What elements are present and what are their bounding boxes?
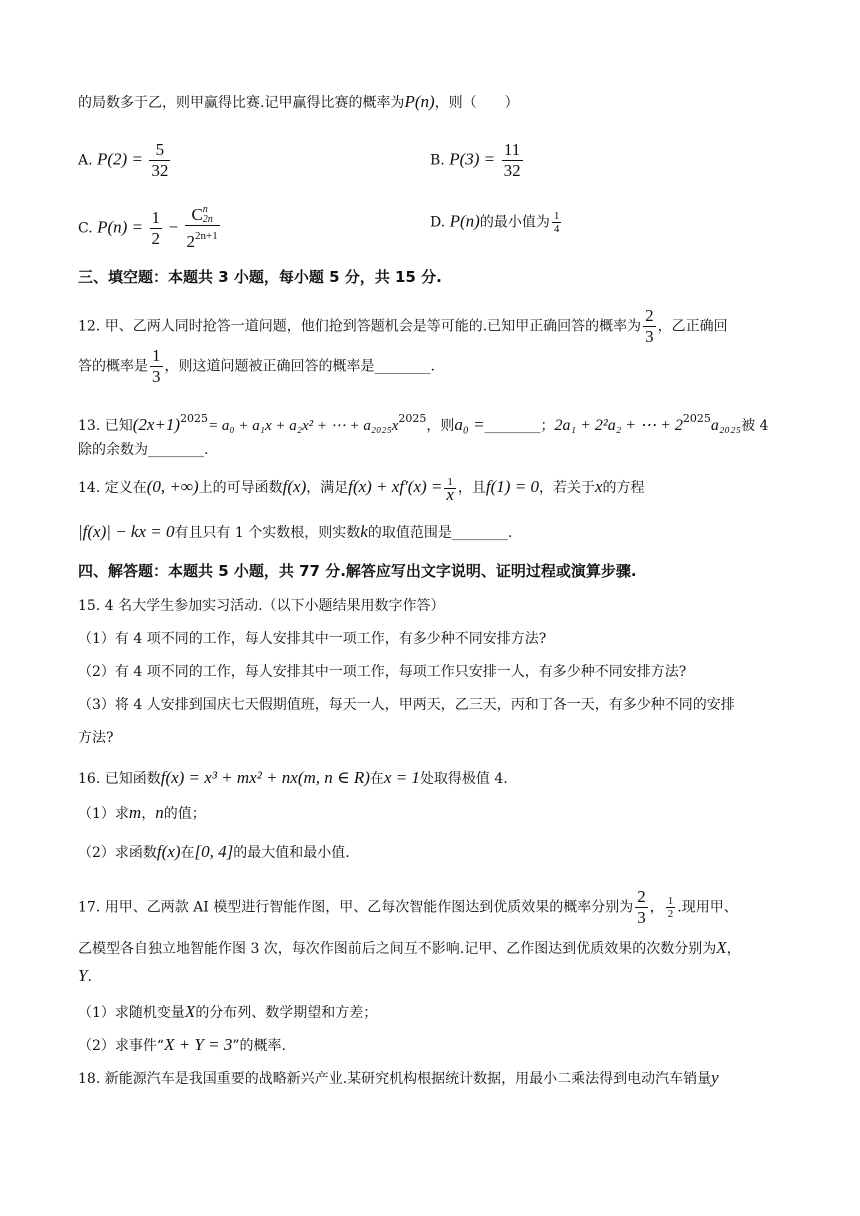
q11-after: ，则（ ）	[434, 95, 519, 111]
opt-b-frac	[502, 140, 523, 181]
q14-cond: f(x) + xf′(x) =	[348, 477, 443, 496]
q17-frac1	[635, 887, 648, 928]
q13-then: ，则	[426, 418, 455, 434]
q14-t1: 上的可导函数	[198, 480, 283, 496]
q14-line2	[78, 518, 788, 546]
q17-line3	[78, 966, 788, 987]
opt-d-frac	[552, 210, 562, 235]
opt-c-label: C.	[78, 220, 93, 237]
q11-option-a	[78, 140, 172, 181]
q11-option-d	[430, 210, 563, 235]
den: 32	[503, 161, 521, 180]
comb-sub: 2n	[202, 214, 213, 225]
q11-option-c	[78, 205, 222, 252]
q17-text2-end: ，	[726, 941, 741, 957]
q13-sum-exp: 2025	[682, 412, 711, 425]
q13-rhs-exp: 2025	[398, 412, 427, 425]
opt-d-label: D.	[430, 214, 446, 231]
q16-prefix: 16. 已知函数	[78, 771, 161, 787]
q13-base: (2x+1)	[132, 415, 181, 434]
q12-line2	[78, 346, 788, 386]
q17-text2: 乙模型各自独立地智能作图 3 次，每次作图前后之间互不影响.记甲、乙作图达到优质效果的次数分别为	[78, 941, 717, 957]
q18-text1: 18. 新能源汽车是我国重要的战略新兴产业.某研究机构根据统计数据，用最小二乘法得到电动汽车销量	[78, 1071, 712, 1087]
q11-option-b	[430, 140, 525, 181]
q12-text1-end: ，乙正确回	[657, 318, 728, 335]
q17-p2-tail: ”的概率.	[232, 1038, 286, 1054]
q16-p2-mid: 在	[180, 845, 195, 861]
q16-func: f(x) = x³ + mx² + nx(m, n ∈ R)	[160, 768, 370, 787]
den: 4	[553, 223, 560, 235]
den: 3	[152, 367, 161, 386]
q17-part2	[78, 1035, 788, 1056]
q17-p1-pre: （1）求随机变量	[78, 1005, 185, 1021]
opt-c-frac	[185, 205, 220, 252]
num: 5	[155, 140, 165, 159]
q14-line1	[78, 470, 788, 504]
q16-n: n	[155, 803, 164, 822]
opt-c-lhs: P(n) =	[97, 217, 144, 237]
opt-b-lhs: P(3) =	[449, 149, 496, 169]
den: 3	[637, 908, 646, 927]
den: 3	[645, 327, 654, 346]
q16-tail: 处取得极值 4.	[419, 771, 508, 787]
q14-t3: ，且	[457, 480, 486, 496]
q16-p1-tail: 的值；	[163, 806, 206, 822]
num: 1	[447, 475, 453, 488]
q14-t2: ，满足	[306, 480, 349, 496]
q14-fx: f(x)	[282, 477, 307, 496]
q18-line1	[78, 1068, 788, 1089]
section-4-heading: 四、解答题：本题共 5 小题，共 77 分.解答应写出文字说明、证明过程或演算步骤.	[78, 562, 637, 580]
q17-line2	[78, 935, 788, 961]
comb-idx	[203, 205, 213, 225]
q13-line2: 除的余数为________.	[78, 442, 209, 458]
q16-m: m	[128, 803, 142, 822]
q12-text2-end: ，则这道问题被正确回答的概率是________.	[164, 358, 435, 375]
q13-sum: 2a₁ + 2²a₂ + ⋯ + 2	[554, 417, 683, 434]
q16-p2-fx: f(x)	[156, 842, 181, 861]
q15-part3b: 方法?	[78, 730, 114, 746]
den-exp: 2n+1	[195, 230, 218, 242]
q17-text1-end: .现用甲、	[677, 899, 738, 916]
q17-p1-tail: 的分布列、数学期望和方差；	[195, 1005, 378, 1021]
q14-x: x	[594, 477, 603, 496]
opt-c-half	[150, 208, 163, 249]
q16-mid: 在	[369, 771, 384, 787]
q13-tail: 被 4	[741, 418, 769, 434]
opt-a-lhs: P(2) =	[97, 149, 143, 169]
q14-prefix: 14. 定义在	[78, 480, 147, 496]
q13-line1	[78, 405, 788, 433]
q17-line1	[78, 887, 788, 927]
q17-sep: ，	[649, 899, 664, 916]
q17-text3-end: .	[87, 969, 92, 985]
den-base: 2	[186, 232, 196, 251]
q14-k: k	[360, 522, 368, 541]
num: 1	[553, 210, 560, 222]
q16-p2-pre: （2）求函数	[78, 845, 157, 861]
q14-frac	[444, 475, 456, 504]
q14-domain: (0, +∞)	[146, 477, 199, 496]
q14-f1: f(1) = 0	[485, 477, 539, 496]
den: 2	[667, 908, 674, 920]
q17-y: Y	[78, 966, 88, 985]
q17-p2-expr: X + Y = 3	[164, 1035, 233, 1054]
q12-line1	[78, 306, 788, 346]
num: 1	[152, 346, 161, 365]
q18-y: y	[711, 1068, 719, 1087]
comb	[185, 205, 220, 225]
q15-part3a: （3）将 4 人安排到国庆七天假期值班，每天一人，甲两天，乙三天，丙和丁各一天，有多少种不同的安排	[78, 697, 735, 713]
q17-part1	[78, 1002, 788, 1023]
den: 32	[151, 161, 169, 180]
q14-t6: 有且只有 1 个实数根，则实数	[174, 525, 361, 541]
section-3-heading: 三、填空题：本题共 3 小题，每小题 5 分，共 15 分.	[78, 268, 442, 286]
q16-sep: ，	[141, 806, 156, 822]
num: 2	[645, 306, 654, 325]
q13-exp: 2025	[180, 412, 209, 425]
q13-sum-tail: a₂₀₂₅	[710, 417, 742, 434]
q15-part1: （1）有 4 项不同的工作，每人安排其中一项工作，有多少种不同安排方法?	[78, 631, 547, 647]
q16-part1	[78, 803, 788, 824]
opt-a-label: A.	[78, 152, 93, 169]
q16-stem	[78, 764, 788, 792]
den: x	[446, 484, 454, 504]
q17-text1: 17. 用甲、乙两款 AI 模型进行智能作图，甲、乙每次智能作图达到优质效果的概率分别为	[78, 899, 634, 916]
num: 1	[667, 895, 674, 907]
comb-den	[185, 225, 220, 252]
q13-rhs: = a₀ + a₁x + a₂x² + ⋯ + a₂₀₂₅x	[208, 418, 399, 434]
q12-frac2	[150, 346, 163, 387]
q14-eq: |f(x)| − kx = 0	[78, 522, 175, 541]
q15-part2: （2）有 4 项不同的工作，每人安排其中一项工作，每项工作只安排一人，有多少种不同安排方法?	[78, 664, 687, 680]
q16-p2-int: [0, 4]	[194, 842, 234, 861]
q11-pn: P(n)	[404, 92, 435, 111]
q17-x: X	[716, 938, 727, 957]
q16-part2	[78, 838, 788, 866]
q11-stem-tail	[78, 92, 788, 113]
comb-sup: n	[202, 204, 208, 215]
opt-b-label: B.	[430, 152, 445, 169]
comb-c: C	[191, 205, 203, 224]
q13-a0: a₀ =	[454, 415, 485, 434]
opt-d-text: 的最小值为	[479, 214, 550, 231]
num: 2	[637, 887, 646, 906]
q12-text1: 12. 甲、乙两人同时抢答一道问题，他们抢到答题机会是等可能的.已知甲正确回答的概率为	[78, 318, 642, 335]
q12-text2: 答的概率是	[78, 358, 148, 375]
q13-semi: ；	[540, 418, 555, 434]
q14-t5: 的方程	[602, 480, 645, 496]
num: 1	[151, 208, 161, 227]
opt-d-pn: P(n)	[449, 211, 480, 231]
q11-text: 的局数多于乙，则甲赢得比赛.记甲赢得比赛的概率为	[78, 95, 405, 111]
q12-frac1	[643, 306, 656, 347]
opt-c-minus: −	[168, 217, 179, 237]
q16-x1: x = 1	[383, 768, 420, 787]
num: 11	[503, 140, 521, 159]
q16-p2-tail: 的最大值和最小值.	[233, 845, 350, 861]
opt-a-frac	[149, 140, 170, 181]
q14-t4: ，若关于	[538, 480, 595, 496]
q17-p1-x: X	[184, 1002, 196, 1021]
q13-prefix: 13. 已知	[78, 418, 133, 434]
q14-t7: 的取值范围是________.	[367, 525, 513, 541]
q16-p1-pre: （1）求	[78, 806, 129, 822]
q17-p2-pre: （2）求事件“	[78, 1038, 165, 1054]
q17-frac2	[666, 895, 676, 920]
q13-blank1: ________	[484, 418, 541, 434]
den: 2	[151, 229, 161, 248]
q15-stem: 15. 4 名大学生参加实习活动.（以下小题结果用数字作答）	[78, 598, 445, 614]
